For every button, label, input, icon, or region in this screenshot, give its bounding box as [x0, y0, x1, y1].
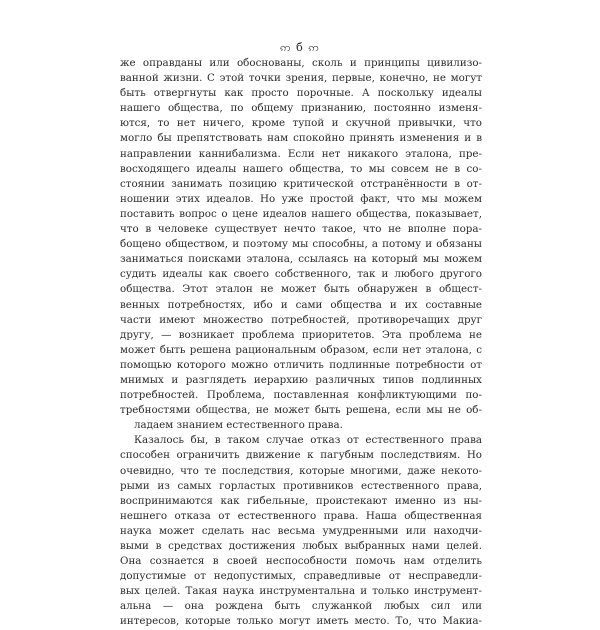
text-line: венных потребностях, ибо и сами общества и их составные: [120, 298, 482, 311]
text-line: же оправданы или обоснованы, сколь и принципы цивилизо-: [120, 57, 482, 69]
text-line: заниматься поисками эталона, ссылаясь на который мы можем: [120, 253, 482, 266]
text-line: допустимые от недопустимых, справедливые от несправедли-: [120, 570, 482, 583]
text-line: потребностей. Проблема, поставленная конфликтующими по-: [120, 389, 482, 402]
text-line: Она сознается в своей неспособности помочь нам отделить: [120, 555, 482, 568]
text-line: ношении этих идеалов. Но уже простой факт, что мы можем: [120, 192, 482, 205]
text-line: помощью которого можно отличить подлинные потребности от: [120, 358, 482, 371]
text-line: общества. Этот эталон не может быть обнаружен в общест-: [120, 283, 482, 296]
text-line: ванной жизни. С этой точки зрения, первые, конечно, не могут: [120, 72, 482, 85]
text-line: рыми из самых горластых противников естественного права,: [120, 479, 482, 492]
body-text: [120, 56, 482, 630]
text-line: вых целей. Такая наука инструментальна и только инструмент-: [120, 585, 482, 598]
text-line: нашего общества, по общему признанию, постоянно изменя-: [120, 102, 482, 115]
text-line: выми в средствах достижения любых выбранных нами целей.: [120, 540, 482, 552]
text-line: требностями общества, не может быть решена, если мы не об-: [120, 404, 482, 417]
text-line: поставить вопрос о цене идеалов нашего общества, показывает,: [120, 207, 482, 220]
text-line: нешнего отказа от естественного права. Наша общественная: [120, 509, 482, 522]
text-line: могло бы препятствовать нам спокойно принять изменения и в: [120, 132, 482, 145]
text-line: ладаем знанием естественного права.: [134, 419, 343, 432]
page-number: ဢ б ဢ: [279, 41, 321, 54]
text-line: воспринимаются как гибельные, проистекают именно из ны-: [120, 494, 482, 507]
text-line: части имеют множество потребностей, противоречащих друг: [120, 313, 482, 326]
text-line: интересов, которые только могут иметь место. То, что Макиа-: [120, 615, 482, 628]
text-line: может быть решена рациональным образом, если нет эталона, с: [120, 343, 482, 356]
text-line: судить идеалы как своего собственного, так и любого другого: [120, 268, 482, 281]
text-line: восходящего идеалы нашего общества, то мы совсем не в со-: [120, 162, 482, 175]
text-line: что в человеке существует нечто такое, что не вполне пора-: [120, 223, 482, 236]
text-line: направлении каннибализма. Если нет никакого эталона, пре-: [120, 147, 482, 160]
text-line: ются, то нет ничего, кроме тупой и скучной привычки, что: [120, 117, 482, 130]
text-line: альна — она рождена быть служанкой любых сил или: [120, 600, 482, 613]
text-line: наука может сделать нас весьма умудренными или находчи-: [120, 524, 482, 537]
text-line: другу, — возникает проблема приоритетов. Эта проблема не: [120, 328, 482, 341]
paragraph-1: [120, 56, 482, 433]
text-line: быть отвергнуты как просто порочные. А поскольку идеалы: [120, 87, 482, 100]
text-line: стоянии занимать позицию критической отстранённости в от-: [120, 177, 482, 190]
text-line: Казалось бы, в таком случае отказ от естественного права: [134, 434, 482, 447]
text-line: способен ограничить движение к пагубным последствиям. Но: [120, 449, 482, 462]
text-line: мнимых и разглядеть иерархию различных типов подлинных: [120, 373, 482, 386]
text-line: бощено обществом, и поэтому мы способны, а потому и обязаны: [120, 238, 482, 251]
text-line: очевидно, что те последствия, которые многими, даже некото-: [120, 464, 482, 477]
paragraph-2: [120, 433, 482, 629]
